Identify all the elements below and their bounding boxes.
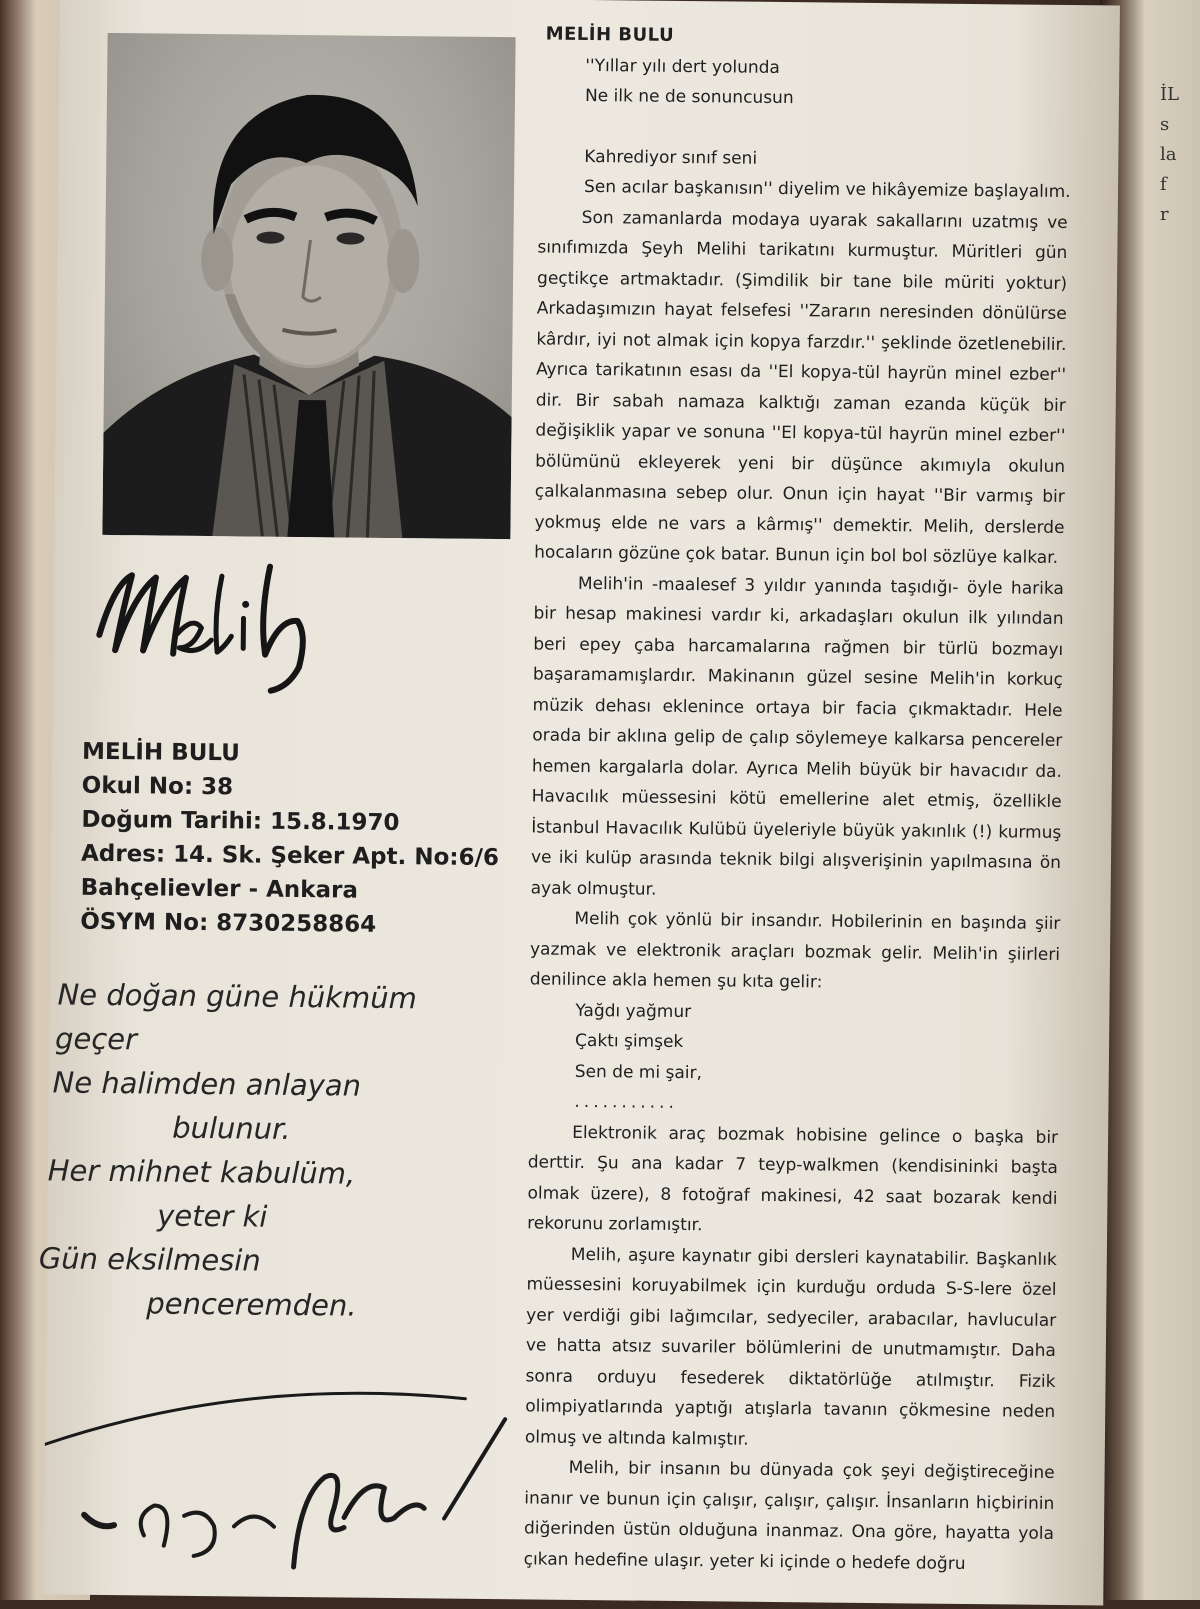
portrait-photo-image xyxy=(102,33,515,539)
adjacent-fragment: la xyxy=(1160,144,1177,165)
verse-line: Yağdı yağmur xyxy=(575,1000,692,1022)
yearbook-page xyxy=(38,0,1120,1605)
poem-line: Ne halimden anlayan xyxy=(52,1065,362,1103)
address-line-2: Bahçelievler - Ankara xyxy=(80,874,359,904)
handwritten-signature xyxy=(43,1354,515,1599)
biography-paragraph: Melih, bir insanın bu dünyada çok şeyi değiştireceğine inanır ve bunun için çalışır, çalışır, çalışır. İnsanların hiçbirinin diğerinden üstün olduğuna inanmaz. Ona göre, hayatta yola çıkan hedefine ulaşır. yeter ki içinde o hedefe doğru xyxy=(523,1457,1055,1574)
biography-column xyxy=(524,19,1070,1579)
poem-line: Gün eksilmesin xyxy=(38,1241,261,1278)
biography-paragraph: Melih'in -maalesef 3 yıldır yanında taşıdığı- öyle harika bir hesap makinesi vardır ki, arkadaşları okulun ilk yılından beri epey çaba harcamalarına rağmen bir türlü bozmayı başaramamışlardır. Makinanın güzel sesine Melih'in korkuç müzik dehası eklenince ortaya bir facia çıkmaktadır. Hele orada bir aklına gelip de çalıp söylemeye kalkarsa pencereler hemen kargalarla dolar. Ayrıca Melih büyük bir havacıdır da. Havacılık müessesini kötü emellerine alet etmiş, özellikle İstanbul Havacılık Kulübü üyeleriyle büyük yakınlık (!) kurmuş ve iki kulüp arasında teknik bilgi alışverişinin yapılmasına ön ayak olmuştur. xyxy=(530,573,1064,900)
verse-line: Ne ilk ne de sonuncusun xyxy=(584,85,794,109)
school-number: Okul No: 38 xyxy=(81,772,234,801)
opening-verse-1 xyxy=(585,50,1070,116)
student-poem xyxy=(38,972,480,1328)
poem-line: yeter ki xyxy=(157,1198,268,1234)
address-line-1: Adres: 14. Sk. Şeker Apt. No:6/6 xyxy=(80,840,500,872)
biography-paragraph: Elektronik araç bozmak hobisine gelince o başka bir derttir. Şu ana kadar 7 teyp-walkmen (kendisininki başta olmak üzere), 8 fotoğraf makinesi, 42 saat bozarak kendi rekorunu zorlamıştır. xyxy=(527,1122,1059,1236)
student-name: MELİH BULU xyxy=(81,738,241,767)
biography-paragraph: Son zamanlarda modaya uyarak sakallarını uzatmış ve sınıfımızda Şeyh Melihi tarikatını kurmuştur. Müritleri gün geçtikçe artmaktadır. (Şimdilik bir tane bile müriti yoktur) Arkadaşımızın hayat felsefesi ''Zararın neresinden dönülürse kârdır, iyi not almak için kopya farzdır.'' şeklinde özetlenebilir. Ayrıca tarikatının esası da ''El kopya-tül hayrün minel ezber'' dir. Bir sabah namaza kalktığı zaman ezanda küçük bir değişiklik yapar ve sonuna ''El kopya-tül hayrün minel ezber'' bölümünü ekleyerek yeni bir düşünce akımıyla okulun çalkalanmasına sebep olur. Onun için hayat ''Bir varmış bir yokmuş elde ne vars a kârmış'' demektir. Melih, derslerde hocaların gözüne çok batar. Bunun için bol bol sözlüye kalkar. xyxy=(534,207,1068,568)
adjacent-fragment: f xyxy=(1160,174,1167,195)
poem-line: Ne doğan güne hükmüm xyxy=(57,977,418,1016)
poem-line: Her mihnet kabulüm, xyxy=(47,1153,356,1191)
poem-quote xyxy=(575,995,1060,1092)
osym-number: ÖSYM No: 8730258864 xyxy=(80,908,377,938)
poem-line: penceremden. xyxy=(146,1286,357,1323)
birth-date: Doğum Tarihi: 15.8.1970 xyxy=(81,806,400,837)
verse-line: Çaktı şimşek xyxy=(574,1030,684,1053)
verse-line: Kahrediyor sınıf seni xyxy=(584,146,758,169)
biography-paragraph: Melih çok yönlü bir insandır. Hobilerinin en başında şiir yazmak ve elektronik araçları bozmak gelir. Melih'in şiirleri denilince akla hemen şu kıta gelir: xyxy=(529,908,1061,993)
poem-line: bulunur. xyxy=(171,1110,291,1146)
adjacent-fragment: r xyxy=(1160,204,1169,225)
verse-line: Sen de mi şair, xyxy=(574,1061,703,1083)
handwritten-signature-drawing xyxy=(43,1354,515,1599)
portrait-photo xyxy=(102,33,515,539)
adjacent-page-text xyxy=(1160,80,1200,230)
biography-paragraph: Melih, aşure kaynatır gibi dersleri kaynatabilir. Başkanlık müessesini koruyabilmek için kurduğu orduda S-S-lere özel yer verdiği gibi lağımcılar, sedyeciler, arabacılar, havlucular ve hatta atsız suvariler bölümlerini de unutmamıştır. Daha sonra orduyu fesederek diktatörlüğe atılmıştır. Fizik olimpiyatlarında yaptığı atışlarla tavanın çökmesine neden olmuş ve altında kalmıştır. xyxy=(524,1244,1057,1450)
adjacent-fragment: İL xyxy=(1160,84,1180,105)
ellipsis-dots: ........... xyxy=(574,1091,679,1113)
name-signature xyxy=(93,555,354,698)
student-info xyxy=(80,735,522,944)
opening-verse-2 xyxy=(584,141,1069,207)
verse-line: ''Yıllar yılı dert yolunda xyxy=(585,55,781,78)
poem-line: geçer xyxy=(54,1021,138,1057)
biography-heading: MELİH BULU xyxy=(545,23,675,46)
name-signature-drawing xyxy=(93,555,354,698)
verse-line: Sen acılar başkanısın'' diyelim ve hikâyemize başlayalım. xyxy=(583,176,1071,203)
adjacent-fragment: s xyxy=(1160,114,1170,135)
